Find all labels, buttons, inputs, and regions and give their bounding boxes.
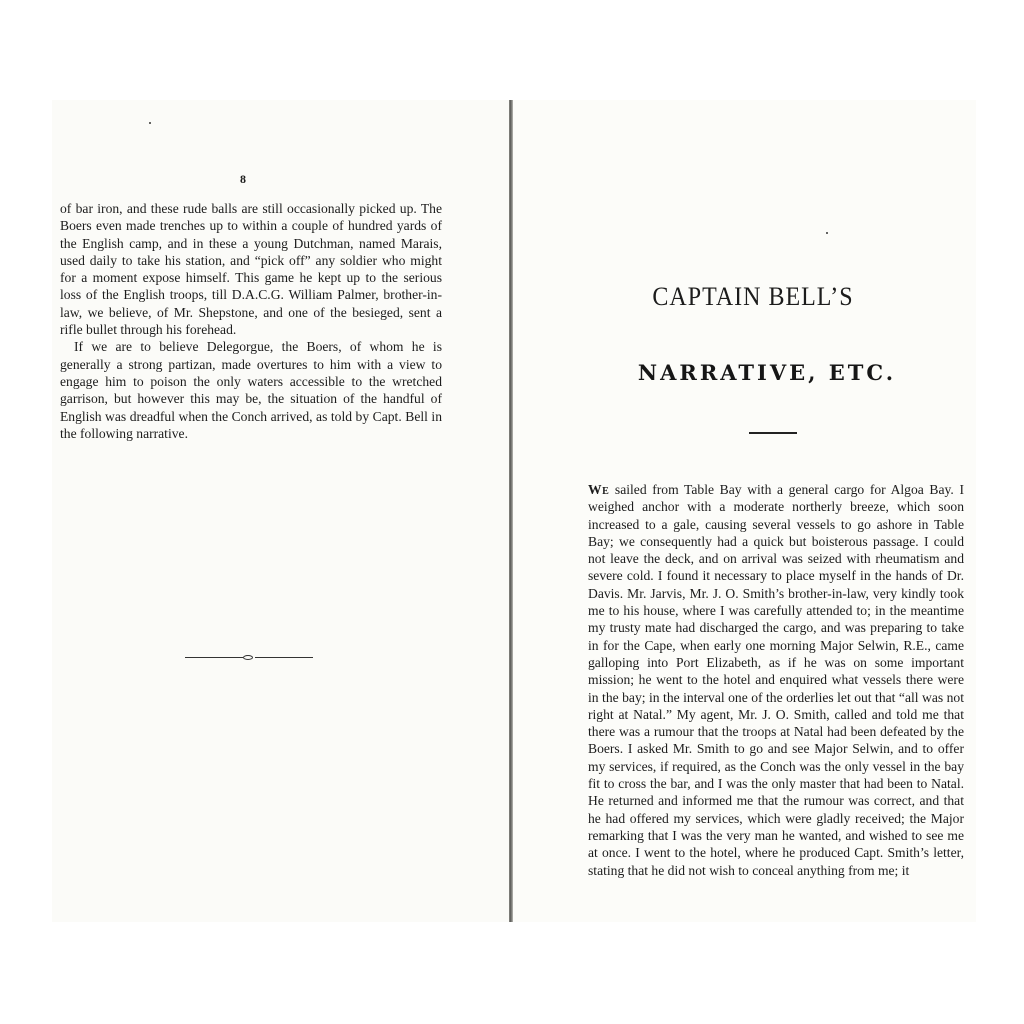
left-paragraph-2: If we are to believe Delegorgue, the Boers, of whom he is generally a strong partizan, made overtures to him with a view to engage him to poison the only waters accessible to the wretched garrison, but however this may be, the situation of the handful of English was dreadful when the Conch arrived, as told by Capt. Bell in the following narrative.	[60, 339, 442, 441]
ink-speck	[826, 232, 828, 234]
chapter-title: CAPTAIN BELL’S	[652, 282, 854, 312]
title-rule	[749, 432, 797, 434]
right-paragraph	[588, 481, 964, 879]
ornament-center-icon	[243, 655, 253, 660]
ornament-line-right	[255, 657, 313, 658]
right-page-text	[588, 481, 964, 879]
page-number: 8	[240, 172, 246, 186]
left-page-text	[60, 200, 442, 442]
book-gutter	[509, 100, 513, 922]
drop-word: We	[588, 482, 610, 497]
chapter-subtitle: NARRATIVE, ETC.	[637, 360, 897, 385]
ornament-line-left	[185, 657, 243, 658]
left-paragraph-1: of bar iron, and these rude balls are still occasionally picked up. The Boers even made trenches up to within a couple of hundred yards of the English camp, and in these a young Dutchman, named Marais, used daily to take his station, and “pick off” any soldier who might for a moment expose himself. This game he kept up to the serious loss of the English troops, till D.A.C.G. William Palmer, brother-in-law, we believe, of Mr. Shepstone, and one of the besieged, sent a rifle bullet through his forehead.	[60, 201, 442, 338]
narrative-body: sailed from Table Bay with a general cargo for Algoa Bay. I weighed anchor with a moderate northerly breeze, which soon increased to a gale, causing several vessels to go ashore in Table Bay; we consequently had a quick but boisterous passage. I could not leave the deck, and on arrival was seized with rheumatism and severe cold. I found it necessary to place myself in the hands of Dr. Davis. Mr. Jarvis, Mr. J. O. Smith’s brother-in-law, very kindly took me to his house, where I was carefully attended to; in the meantime my trusty mate had discharged the cargo, and was preparing to take in for the Cape, when early one morning Major Selwin, R.E., came galloping into Port Elizabeth, as if he was on some important mission; he went to the hotel and enquired what vessels there were in the bay; in the interval one of the orderlies let out that “all was not right at Natal.” My agent, Mr. J. O. Smith, called and told me that there was a rumour that the troops at Natal had been defeated by the Boers. I asked Mr. Smith to go and see Major Selwin, and to offer my services, if required, as the Conch was the only vessel in the bay fit to cross the bar, and I was the only master that had been to Natal. He returned and informed me that the rumour was correct, and that he had offered my services, which were gladly received; the Major remarking that I was the very man he wanted, and wished to see me at once. I went to the hotel, where he produced Capt. Smith’s letter, stating that he did not wish to conceal anything from me; it	[588, 482, 964, 878]
ornamental-divider-icon	[185, 655, 313, 661]
ink-speck	[149, 122, 151, 124]
